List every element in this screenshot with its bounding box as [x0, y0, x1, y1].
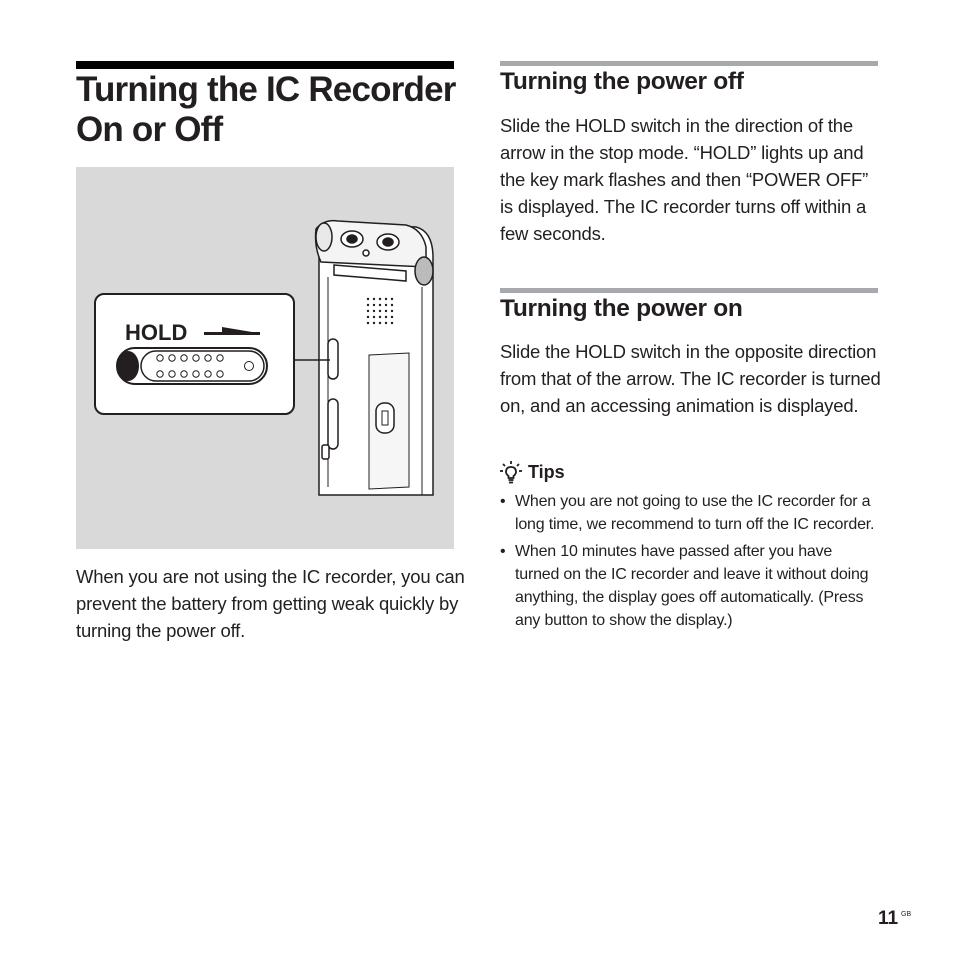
- bullet: •: [500, 543, 506, 560]
- heading-power-off: Turning the power off: [500, 68, 744, 95]
- page-number: 11: [878, 908, 899, 929]
- body-power-off: Slide the HOLD switch in the direction of the arrow in the stop mode. “HOLD” lights up and the key mark flashes and then “POWER OFF” is displayed. The IC recorder turns off within a few seconds.: [500, 115, 869, 244]
- tip-text: When you are not going to use the IC recorder for a long time, we recommend to turn off the IC recorder.: [515, 493, 875, 533]
- section-rule-on: [500, 288, 878, 293]
- page-title: Turning the IC Recorder On or Off: [76, 70, 456, 149]
- intro-paragraph: When you are not using the IC recorder, you can prevent the battery from getting weak quickly by turning the power off.: [76, 566, 465, 641]
- recorder-illustration: [316, 221, 433, 495]
- title-rule: [76, 61, 454, 69]
- body-power-on: Slide the HOLD switch in the opposite direction from that of the arrow. The IC recorder is turned on, and an accessing animation is displayed.: [500, 341, 881, 416]
- tips-header: [500, 460, 565, 484]
- page-suffix: GB: [901, 911, 912, 918]
- tip-item: [500, 540, 875, 632]
- tips-list: [500, 490, 875, 636]
- lightbulb-icon: [500, 460, 522, 484]
- section-rule-off: [500, 61, 878, 66]
- tip-text: When 10 minutes have passed after you have turned on the IC recorder and leave it without doing anything, the display goes off automatically. (Press any button to show the display.): [515, 543, 869, 629]
- hold-label: HOLD: [125, 320, 188, 345]
- tip-item: [500, 490, 875, 536]
- ic-recorder-hold-switch-illustration: [76, 167, 454, 549]
- tips-label: Tips: [528, 461, 565, 482]
- hold-switch-figure: [76, 167, 454, 549]
- bullet: •: [500, 493, 506, 510]
- heading-power-on: Turning the power on: [500, 295, 743, 322]
